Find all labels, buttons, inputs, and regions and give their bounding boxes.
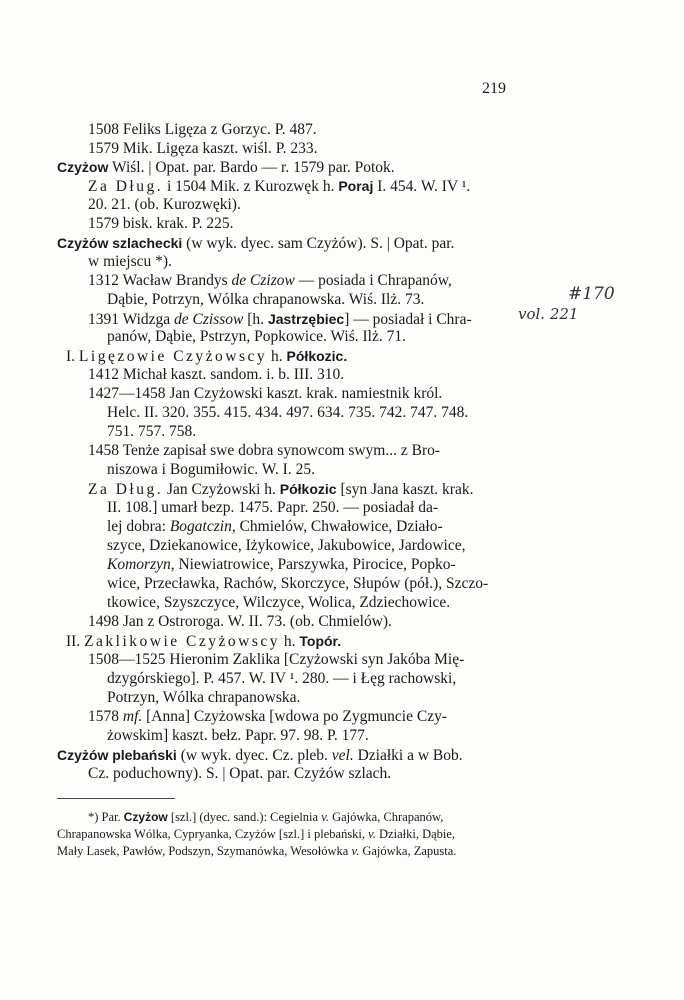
text-line: 1312 Wacław Brandys de Czizow — posiada i Chrapanów, (88, 272, 452, 289)
text-line: w miejscu *). (88, 253, 172, 270)
text-line: szyce, Dziekanowice, Iżykowice, Jakubowice, Jardowice, (107, 537, 466, 554)
text-line: tkowice, Szyszczyce, Wilczyce, Wolica, Zdziechowice. (107, 594, 451, 611)
entry-heading-line: Czyżów szlachecki (w wyk. dyec. sam Czyżów). S. | Opat. par. (57, 235, 455, 252)
text-line: niszowa i Bogumiłowic. W. I. 25. (107, 461, 315, 478)
text-line: Komorzyn, Niewiatrowice, Parszywka, Pirocice, Popko- (107, 556, 456, 573)
entry-heading-line: Czyżow Wiśl. | Opat. par. Bardo — r. 1579 par. Potok. (57, 159, 395, 176)
page-number: 219 (482, 80, 506, 97)
text-line: wice, Przecławka, Rachów, Skorczyce, Słupów (pół.), Szczo- (107, 575, 489, 592)
entry-heading: Czyżów szlachecki (57, 235, 183, 251)
text-line: dzygórskiego]. P. 457. W. IV ¹. 280. — i Łęg rachowski, (107, 670, 457, 687)
text-line: Potrzyn, Wólka chrapanowska. (107, 689, 301, 706)
text-line: panów, Dąbie, Pstrzyn, Popkowice. Wiś. Ilż. 71. (107, 328, 406, 345)
text-line: 1508—1525 Hieronim Zaklika [Czyżowski syn Jakóba Mię- (88, 651, 465, 668)
handwritten-annotation: #170 (568, 284, 615, 304)
entry-heading: Czyżów plebański (57, 747, 177, 763)
text-line: 1412 Michał kaszt. sandom. i. b. III. 310. (88, 366, 345, 383)
handwritten-annotation: vol. 221 (518, 305, 579, 323)
text-line: 1579 Mik. Ligęza kaszt. wiśl. P. 233. (88, 140, 318, 157)
text-line: 1578 mf. [Anna] Czyżowska [wdowa po Zygmuncie Czy- (88, 708, 447, 725)
entry-heading-line: Czyżów plebański (w wyk. dyec. Cz. pleb. vel. Działki a w Bob. (57, 747, 463, 764)
section-heading-line: I. Ligęzowie Czyżowscy h. Półkozic. (66, 348, 348, 365)
footnote-line: Mały Lasek, Pawłów, Podszyn, Szymanówka, Wesołówka v. Gajówka, Zapusta. (57, 844, 457, 858)
entry-heading: Czyżow (57, 159, 109, 175)
footnote-line: *) Par. Czyżow [szl.] (dyec. sand.): Cegielnia v. Gajówka, Chrapanów, (88, 810, 444, 824)
text-line: 1391 Widzga de Czissow [h. Jastrzębiec] — posiadał i Chra- (88, 311, 472, 328)
text-line: Dąbie, Potrzyn, Wólka chrapanowska. Wiś. Ilż. 73. (107, 291, 425, 308)
text-line: 751. 757. 758. (107, 423, 197, 440)
text-line: lej dobra: Bogatczin, Chmielów, Chwałowice, Działo- (107, 518, 443, 535)
text-line: 1508 Feliks Ligęza z Gorzyc. P. 487. (88, 121, 317, 138)
text-line: Helc. II. 320. 355. 415. 434. 497. 634. 735. 742. 747. 748. (107, 404, 469, 421)
text-line: II. 108.] umarł bezp. 1475. Papr. 250. — posiadał da- (107, 499, 439, 516)
text-line: Cz. poduchowny). S. | Opat. par. Czyżów szlach. (88, 765, 392, 782)
text-line: żowskim] kaszt. bełz. Papr. 97. 98. P. 177. (107, 727, 369, 744)
text-line: 1427—1458 Jan Czyżowski kaszt. krak. namiestnik król. (88, 385, 443, 402)
footnote-divider (57, 798, 175, 799)
text-line: 1498 Jan z Ostroroga. W. II. 73. (ob. Chmielów). (88, 613, 392, 630)
text-line: Za Dług. Jan Czyżowski h. Półkozic [syn Jana kaszt. krak. (88, 481, 474, 498)
text-line: 1579 bisk. krak. P. 225. (88, 215, 234, 232)
text-line: 1458 Tenże zapisał swe dobra synowcom swym... z Bro- (88, 442, 441, 459)
text-line: 20. 21. (ob. Kurozwęki). (88, 196, 241, 213)
text-line: Za Dług. i 1504 Mik. z Kurozwęk h. Poraj I. 454. W. IV ¹. (88, 178, 471, 195)
section-heading-line: II. Zaklikowie Czyżowscy h. Topór. (66, 633, 342, 650)
footnote-line: Chrapanowska Wólka, Cypryanka, Czyżów [szl.] i plebański, v. Działki, Dąbie, (57, 827, 456, 841)
